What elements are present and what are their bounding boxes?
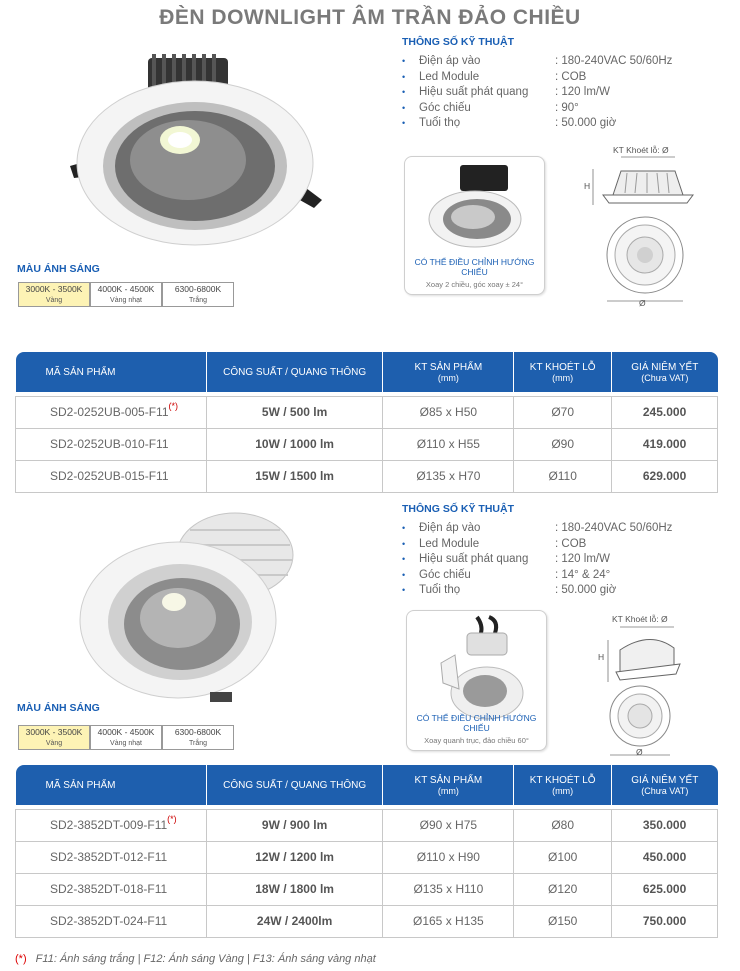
- header-text: KT SẢN PHẨM: [414, 774, 483, 786]
- spec-block-1: [402, 36, 732, 132]
- power-cell: 15W / 1500 lm: [206, 460, 383, 492]
- diameter-label: Ø: [639, 298, 646, 308]
- footnote-star: (*): [168, 401, 179, 411]
- spec-label: Tuổi thọ: [419, 117, 461, 129]
- separator: |: [137, 953, 141, 965]
- color-box-white: [162, 725, 234, 750]
- price-cell: 350.000: [612, 809, 718, 841]
- power-cell: 18W / 1800 lm: [206, 873, 383, 905]
- bullet-icon: •: [402, 87, 406, 97]
- spec-label: Tuổi thọ: [419, 584, 461, 596]
- adjustable-direction-box-2: [406, 610, 547, 751]
- adjust-subcaption: Xoay 2 chiều, góc xoay ± 24°: [425, 280, 524, 289]
- power-cell: 5W / 500 lm: [206, 396, 383, 428]
- header-text: GIÁ NIÊM YẾT: [631, 361, 699, 373]
- spec-value: : 50.000 giờ: [555, 117, 617, 129]
- cutout-cell: Ø120: [514, 873, 612, 905]
- spec-row: [402, 521, 732, 537]
- table-row: [16, 841, 718, 873]
- header-unit: (mm): [437, 372, 459, 383]
- bullet-icon: •: [402, 118, 406, 128]
- spec-value: : 14° & 24°: [555, 568, 611, 581]
- spec-label: Hiệu suất phát quang: [419, 86, 529, 98]
- col-header-power: CÔNG SUẤT / QUANG THÔNG: [206, 352, 383, 392]
- bullet-icon: •: [402, 102, 406, 113]
- f11-code: F11: [35, 953, 54, 965]
- spec-title: THÔNG SỐ KỸ THUẬT: [402, 36, 514, 48]
- downlight-product-image-1: [60, 48, 330, 248]
- f11-text: : Ánh sáng trắng: [53, 953, 135, 965]
- spec-value: : COB: [555, 537, 587, 550]
- product-code: SD2-3852DT-012-F11: [16, 841, 207, 873]
- col-header-power: CÔNG SUẤT / QUANG THÔNG: [206, 765, 383, 805]
- color-name: Vàng: [45, 740, 63, 747]
- bullet-icon: •: [402, 554, 406, 564]
- header-unit: (mm): [552, 372, 574, 383]
- f13-text: : Ánh sáng vàng nhạt: [271, 953, 376, 965]
- footnote: [15, 953, 376, 965]
- price-cell: 419.000: [612, 428, 718, 460]
- product-code: SD2-3852DT-018-F11: [16, 873, 207, 905]
- dimension-lines: [575, 143, 695, 311]
- product-code: SD2-3852DT-024-F11: [16, 905, 207, 937]
- spec-title: THÔNG SỐ KỸ THUẬT: [402, 503, 514, 515]
- dimension-drawing-2: [590, 612, 710, 762]
- footnote-star: (*): [15, 953, 27, 965]
- cutout-cell: Ø80: [514, 809, 612, 841]
- col-header-cutout: [514, 765, 612, 805]
- adjust-subcaption: Xoay quanh trục, đảo chiều 60°: [424, 736, 529, 745]
- spec-value: : 90°: [555, 101, 579, 114]
- table-header-row: [16, 352, 718, 392]
- table-row: [16, 396, 718, 428]
- cutout-cell: Ø110: [514, 460, 612, 492]
- spec-value: : 50.000 giờ: [555, 584, 617, 596]
- size-cell: Ø135 x H70: [383, 460, 514, 492]
- bullet-icon: •: [402, 71, 406, 82]
- spec-value: : COB: [555, 70, 587, 83]
- header-text: KT KHOÉT LỖ: [529, 774, 596, 786]
- f12-text: : Ánh sáng Vàng: [162, 953, 244, 965]
- bullet-icon: •: [402, 538, 406, 549]
- product-table-2: [15, 765, 718, 938]
- spec-row: [402, 552, 732, 568]
- spec-label: Hiệu suất phát quang: [419, 553, 529, 565]
- size-cell: Ø90 x H75: [383, 809, 514, 841]
- dimension-drawing-1: [575, 143, 695, 311]
- header-text: KT KHOÉT LỖ: [529, 361, 596, 373]
- height-label: H: [584, 181, 591, 191]
- price-cell: 750.000: [612, 905, 718, 937]
- price-cell: 625.000: [612, 873, 718, 905]
- color-name: Trắng: [188, 297, 208, 304]
- spec-row: [402, 583, 732, 599]
- adjusted-lamp-image: [405, 157, 545, 267]
- table-header-row: [16, 765, 718, 805]
- color-box-warm: [18, 282, 90, 307]
- light-color-title: MÀU ÁNH SÁNG: [17, 702, 100, 714]
- price-cell: 629.000: [612, 460, 718, 492]
- adjusted-lamp-image: [407, 611, 547, 723]
- spec-value: : 120 lm/W: [555, 553, 610, 565]
- diameter-label: Ø: [636, 747, 643, 757]
- adjustable-direction-box-1: [404, 156, 545, 295]
- table-row: [16, 460, 718, 492]
- col-header-cutout: [514, 352, 612, 392]
- col-header-size: [383, 352, 514, 392]
- power-cell: 9W / 900 lm: [206, 809, 383, 841]
- light-color-boxes: [18, 725, 234, 750]
- col-header-price: [612, 352, 718, 392]
- price-cell: 245.000: [612, 396, 718, 428]
- color-box-warm: [18, 725, 90, 750]
- table-row: [16, 905, 718, 937]
- spec-label: Điện áp vào: [419, 522, 481, 534]
- col-header-price: [612, 765, 718, 805]
- bullet-icon: •: [402, 569, 406, 580]
- bullet-icon: •: [402, 523, 406, 533]
- footnote-star: (*): [167, 814, 177, 824]
- cutout-label: KT Khoét lỗ: Ø: [612, 614, 668, 624]
- product-code: SD2-0252UB-015-F11: [16, 460, 207, 492]
- product-table-1: [15, 352, 718, 493]
- color-box-neutral: [90, 282, 162, 307]
- color-name: Vàng nhạt: [110, 740, 142, 747]
- color-range: 6300-6800K: [174, 727, 222, 737]
- col-header-code: MÃ SẢN PHẨM: [16, 765, 207, 805]
- header-text: GIÁ NIÊM YẾT: [631, 774, 699, 786]
- cutout-cell: Ø150: [514, 905, 612, 937]
- spec-row: [402, 568, 732, 584]
- color-range: 4000K - 4500K: [97, 284, 155, 294]
- separator: |: [246, 953, 250, 965]
- size-cell: Ø110 x H55: [383, 428, 514, 460]
- power-cell: 10W / 1000 lm: [206, 428, 383, 460]
- size-cell: Ø85 x H50: [383, 396, 514, 428]
- product-code: SD2-0252UB-010-F11: [16, 428, 207, 460]
- size-cell: Ø165 x H135: [383, 905, 514, 937]
- col-header-code: MÃ SẢN PHẨM: [16, 352, 207, 392]
- height-label: H: [598, 652, 605, 662]
- cutout-label: KT Khoét lỗ: Ø: [613, 145, 669, 155]
- col-header-size: [383, 765, 514, 805]
- spec-row: [402, 70, 732, 86]
- spec-label: Góc chiếu: [419, 101, 471, 114]
- size-cell: Ø110 x H90: [383, 841, 514, 873]
- spec-value: : 180-240VAC 50/60Hz: [555, 522, 673, 534]
- spec-value: : 120 lm/W: [555, 86, 610, 98]
- spec-label: Điện áp vào: [419, 55, 481, 67]
- header-text: KT SẢN PHẨM: [414, 361, 483, 373]
- spec-row: [402, 85, 732, 101]
- header-unit: (Chưa VAT): [641, 785, 689, 796]
- bullet-icon: •: [402, 585, 406, 595]
- product-code: SD2-3852DT-009-F11(*): [16, 809, 207, 841]
- power-cell: 12W / 1200 lm: [206, 841, 383, 873]
- table-row: [16, 809, 718, 841]
- header-unit: (mm): [552, 785, 574, 796]
- spec-row: [402, 116, 732, 132]
- spec-label: Led Module: [419, 537, 480, 550]
- color-name: Trắng: [188, 740, 208, 747]
- cutout-cell: Ø100: [514, 841, 612, 873]
- spec-row: [402, 101, 732, 117]
- table-row: [16, 873, 718, 905]
- spec-row: [402, 54, 732, 70]
- downlight-product-image-2: [70, 500, 310, 705]
- f12-code: F12: [143, 953, 163, 965]
- light-color-boxes: [18, 282, 234, 307]
- cutout-cell: Ø90: [514, 428, 612, 460]
- table-row: [16, 428, 718, 460]
- spec-row: [402, 537, 732, 553]
- color-range: 4000K - 4500K: [97, 727, 155, 737]
- size-cell: Ø135 x H110: [383, 873, 514, 905]
- spec-label: Góc chiếu: [419, 568, 471, 581]
- color-range: 3000K - 3500K: [25, 284, 83, 294]
- power-cell: 24W / 2400lm: [206, 905, 383, 937]
- adjust-caption: CÓ THỂ ĐIỀU CHỈNH HƯỚNG CHIẾU: [416, 713, 537, 733]
- price-cell: 450.000: [612, 841, 718, 873]
- bullet-icon: •: [402, 56, 406, 66]
- spec-value: : 180-240VAC 50/60Hz: [555, 55, 673, 67]
- header-unit: (Chưa VAT): [641, 372, 689, 383]
- cutout-cell: Ø70: [514, 396, 612, 428]
- spec-label: Led Module: [419, 70, 480, 83]
- color-box-neutral: [90, 725, 162, 750]
- page-title: ĐÈN DOWNLIGHT ÂM TRẦN ĐẢO CHIỀU: [159, 6, 581, 29]
- spec-block-2: [402, 503, 732, 599]
- color-range: 6300-6800K: [174, 284, 222, 294]
- color-name: Vàng: [45, 297, 63, 304]
- dimension-lines: [590, 612, 710, 762]
- f13-code: F13: [252, 953, 272, 965]
- header-unit: (mm): [437, 785, 459, 796]
- color-name: Vàng nhạt: [110, 297, 142, 304]
- adjust-caption: CÓ THỂ ĐIỀU CHỈNH HƯỚNG CHIẾU: [414, 257, 535, 277]
- color-range: 3000K - 3500K: [25, 727, 83, 737]
- color-box-white: [162, 282, 234, 307]
- light-color-title: MÀU ÁNH SÁNG: [17, 263, 100, 275]
- product-code: SD2-0252UB-005-F11(*): [16, 396, 207, 428]
